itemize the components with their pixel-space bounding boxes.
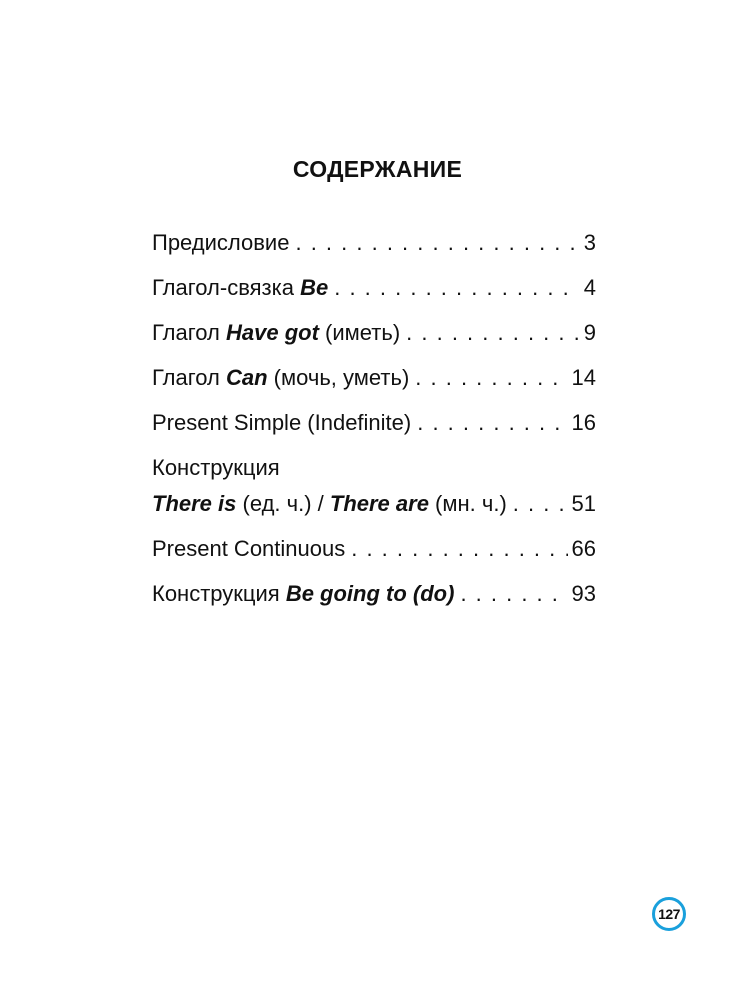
toc-entry-label: Глагол Have got (иметь) xyxy=(152,320,401,345)
toc-page-number: 93 xyxy=(571,581,596,606)
toc-entry-label: Present Simple (Indefinite) xyxy=(152,410,412,435)
toc-entry-be[interactable] xyxy=(152,270,596,315)
toc-leader-dots xyxy=(415,360,567,396)
toc-entry-label: Предисловие xyxy=(152,230,290,255)
toc-entry-have-got[interactable] xyxy=(152,315,596,360)
toc-page-number: 66 xyxy=(571,536,596,561)
page-number-badge: 127 xyxy=(652,897,686,931)
toc-entry-label: Глагол-связка Be xyxy=(152,275,329,300)
toc-entry-line2 xyxy=(152,486,596,522)
toc-page-number: 9 xyxy=(583,320,596,345)
toc-leader-dots xyxy=(460,576,567,612)
toc-entry-be-going-to[interactable] xyxy=(152,576,596,621)
toc-entry-label: Глагол Can (мочь, уметь) xyxy=(152,365,410,390)
toc-entry-label: There is (ед. ч.) / There are (мн. ч.) xyxy=(152,491,507,516)
table-of-contents xyxy=(152,225,596,621)
toc-entry-can[interactable] xyxy=(152,360,596,405)
toc-page-number: 14 xyxy=(571,365,596,390)
toc-page-number: 51 xyxy=(571,491,596,516)
toc-entry-present-continuous[interactable] xyxy=(152,531,596,576)
toc-leader-dots xyxy=(295,225,578,261)
toc-leader-dots xyxy=(417,405,567,441)
toc-page-number: 3 xyxy=(583,230,596,255)
toc-leader-dots xyxy=(351,531,567,567)
toc-entry-present-simple[interactable] xyxy=(152,405,596,450)
toc-entry-there-is[interactable] xyxy=(152,450,596,522)
toc-leader-dots xyxy=(334,270,578,306)
toc-leader-dots xyxy=(513,486,568,522)
toc-entry-label: Present Continuous xyxy=(152,536,346,561)
toc-leader-dots xyxy=(406,315,578,351)
toc-page-number: 16 xyxy=(571,410,596,435)
toc-entry-preface[interactable] xyxy=(152,225,596,270)
toc-page-number: 4 xyxy=(583,275,596,300)
toc-entry-label-line1: Конструкция xyxy=(152,455,280,480)
toc-entry-label: Конструкция Be going to (do) xyxy=(152,581,455,606)
page-title: СОДЕРЖАНИЕ xyxy=(292,156,463,182)
